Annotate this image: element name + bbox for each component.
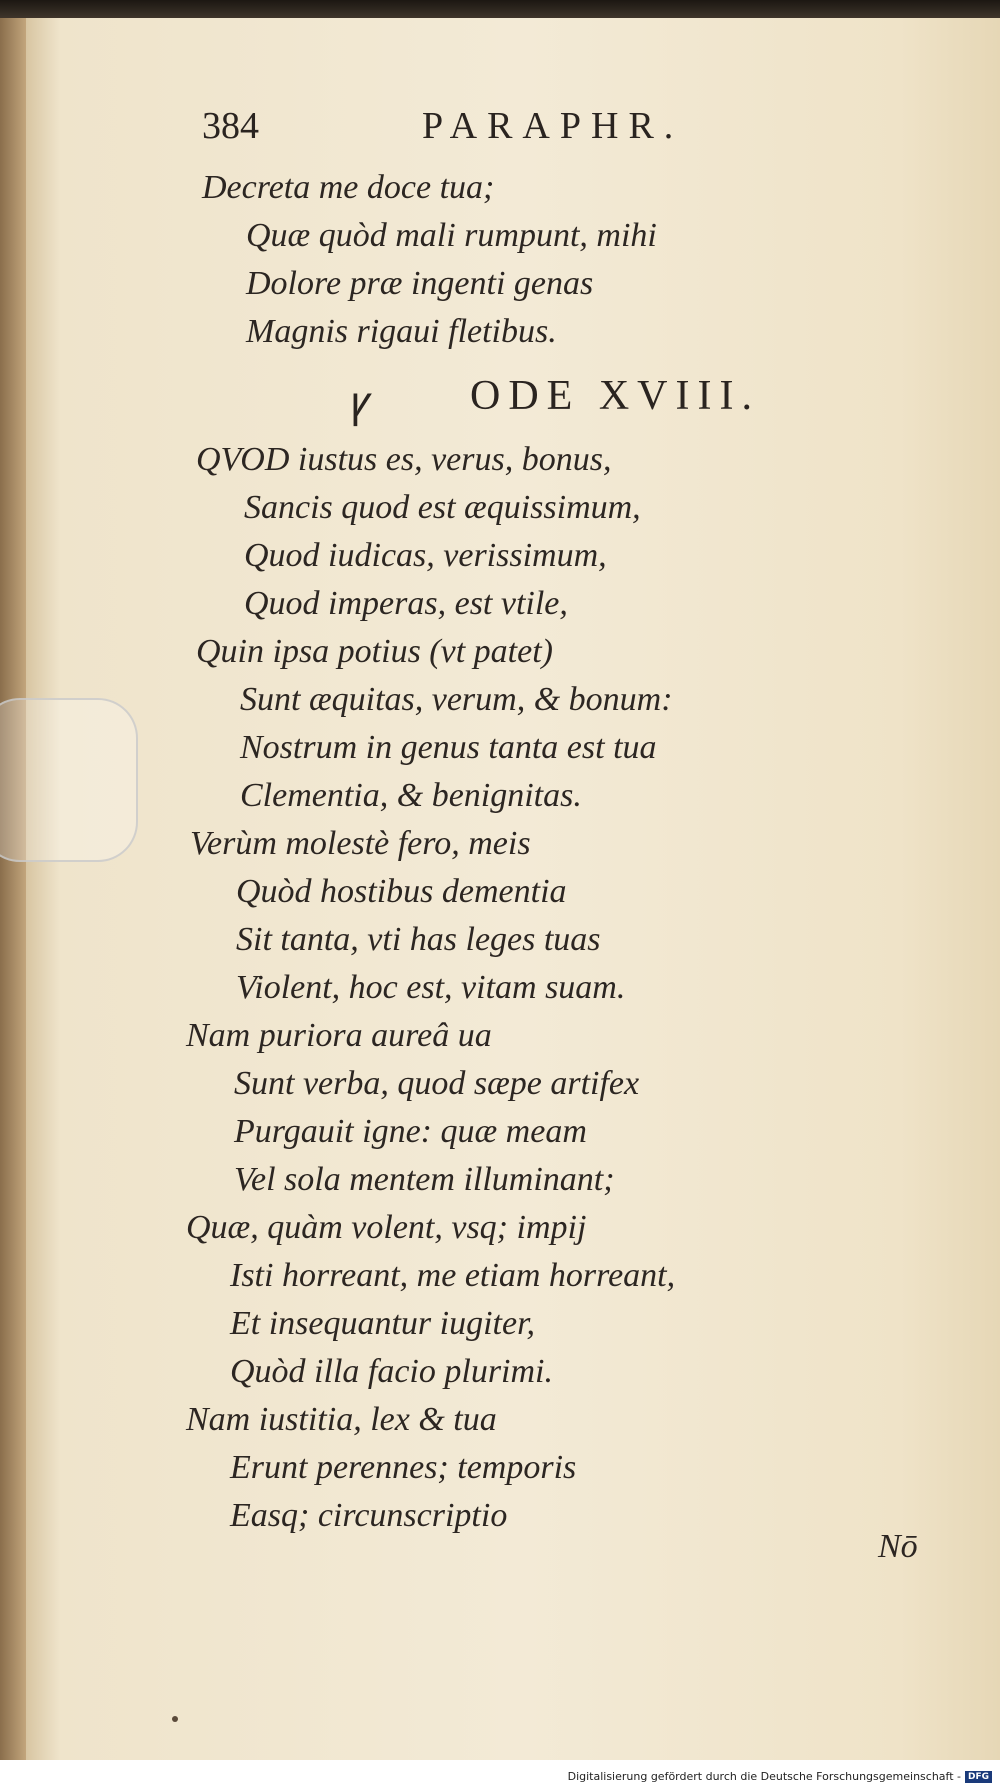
text-line: QVOD iustus es, verus, bonus, xyxy=(196,441,612,478)
versicle-mark: ꝩ xyxy=(350,380,380,426)
text-line: Quod iudicas, verissimum, xyxy=(244,537,607,574)
running-head: PARAPHR. xyxy=(422,105,684,147)
text-line: Verùm molestè fero, meis xyxy=(190,825,531,862)
text-line: Sunt verba, quod sæpe artifex xyxy=(234,1065,640,1102)
text-line: Magnis rigaui fletibus. xyxy=(246,313,557,350)
text-line: Purgauit igne: quæ meam xyxy=(234,1113,587,1150)
text-line: Sancis quod est æquissimum, xyxy=(244,489,641,526)
dfg-logo-icon: DFG xyxy=(965,1771,992,1783)
text-line: Quæ, quàm volent, vsq; impij xyxy=(186,1209,587,1246)
text-line: Quin ipsa potius (vt patet) xyxy=(196,633,553,670)
footer-credit xyxy=(568,1770,992,1783)
text-line: Erunt perennes; temporis xyxy=(230,1449,577,1486)
text-line: Nostrum in genus tanta est tua xyxy=(240,729,657,766)
text-line: Quòd hostibus dementia xyxy=(236,873,567,910)
text-line: Quòd illa facio plurimi. xyxy=(230,1353,553,1390)
ink-speck xyxy=(172,1716,178,1722)
page-tab-overlay xyxy=(0,698,138,862)
text-line: Dolore præ ingenti genas xyxy=(246,265,594,302)
footer-credit-text: Digitalisierung gefördert durch die Deutsche Forschungsgemeinschaft - xyxy=(567,1770,961,1783)
text-line: Quæ quòd mali rumpunt, mihi xyxy=(246,217,657,254)
text-line: Clementia, & benignitas. xyxy=(240,777,582,814)
text-line: Quod imperas, est vtile, xyxy=(244,585,568,622)
text-line: Nam iustitia, lex & tua xyxy=(186,1401,497,1438)
text-line: Decreta me doce tua; xyxy=(202,169,495,206)
page-gutter xyxy=(0,18,26,1760)
text-line: Nam puriora aureâ ua xyxy=(186,1017,492,1054)
text-line: Sunt æquitas, verum, & bonum: xyxy=(240,681,673,718)
text-line: Easq; circunscriptio xyxy=(230,1497,508,1534)
text-line: Sit tanta, vti has leges tuas xyxy=(236,921,601,958)
text-line: Isti horreant, me etiam horreant, xyxy=(230,1257,676,1294)
catchword: Nō xyxy=(878,1528,918,1565)
text-line: Vel sola mentem illuminant; xyxy=(234,1161,615,1198)
text-line: Et insequantur iugiter, xyxy=(230,1305,536,1342)
page-number: 384 xyxy=(202,105,259,147)
ode-title: ODE XVIII. xyxy=(470,373,760,419)
text-line: Violent, hoc est, vitam suam. xyxy=(236,969,626,1006)
